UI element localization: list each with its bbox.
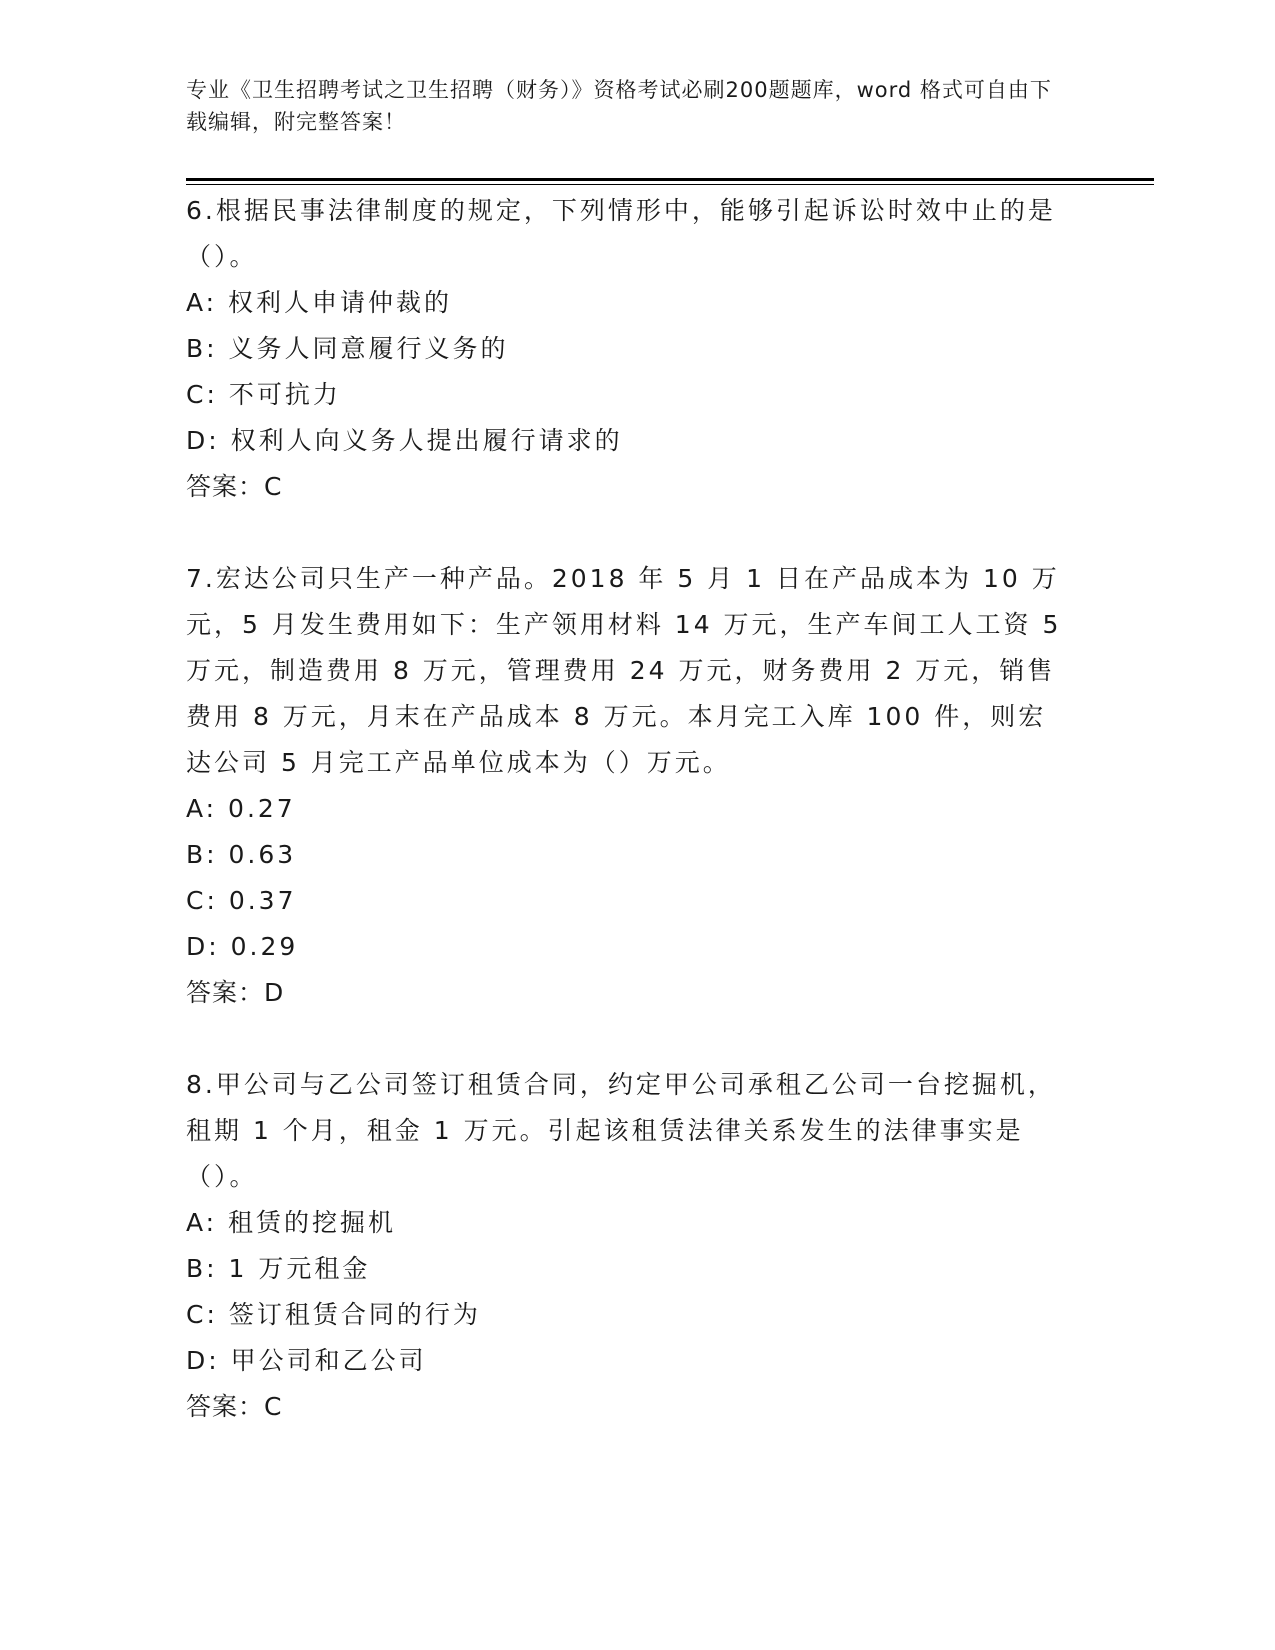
- answer-line: 答案：C: [186, 1392, 283, 1421]
- option-b: B: 0.63: [186, 840, 297, 869]
- question-8: [186, 1062, 1066, 1430]
- header-divider-thick: [186, 178, 1154, 181]
- option-c: C: 0.37: [186, 886, 297, 915]
- question-text: 8.甲公司与乙公司签订租赁合同，约定甲公司承租乙公司一台挖掘机，租期 1 个月，租金 1 万元。引起该租赁法律关系发生的法律事实是（）。: [186, 1070, 1056, 1191]
- option-a: A: 0.27: [186, 794, 296, 823]
- option-d: D: 0.29: [186, 932, 299, 961]
- document-header: 专业《卫生招聘考试之卫生招聘（财务）》资格考试必刷200题题库，word 格式可自由下载编辑，附完整答案！: [186, 78, 1052, 134]
- question-6: [186, 188, 1066, 510]
- header-divider-thin: [186, 184, 1154, 185]
- option-a: A: 租赁的挖掘机: [186, 1208, 397, 1237]
- option-b: B: 1 万元租金: [186, 1254, 371, 1283]
- answer-line: 答案：C: [186, 472, 283, 501]
- option-c: C: 不可抗力: [186, 380, 341, 409]
- question-list: [186, 188, 1066, 1430]
- question-text: 7.宏达公司只生产一种产品。2018 年 5 月 1 日在产品成本为 10 万元，5 月发生费用如下：生产领用材料 14 万元，生产车间工人工资 5 万元，制造费用 8 万元，管理费用 24 万元，财务费用 2 万元，销售费用 8 万元，月末在产品成本 8 万元。本月完工入库 100 件，则宏达公司 5 月完工产品单位成本为（）万元。: [186, 564, 1062, 777]
- option-d: D: 甲公司和乙公司: [186, 1346, 427, 1375]
- question-text: 6.根据民事法律制度的规定，下列情形中，能够引起诉讼时效中止的是（）。: [186, 196, 1056, 271]
- question-7: [186, 556, 1066, 1016]
- option-d: D: 权利人向义务人提出履行请求的: [186, 426, 623, 455]
- option-c: C: 签订租赁合同的行为: [186, 1300, 481, 1329]
- answer-line: 答案：D: [186, 978, 285, 1007]
- option-b: B: 义务人同意履行义务的: [186, 334, 509, 363]
- option-a: A: 权利人申请仲裁的: [186, 288, 453, 317]
